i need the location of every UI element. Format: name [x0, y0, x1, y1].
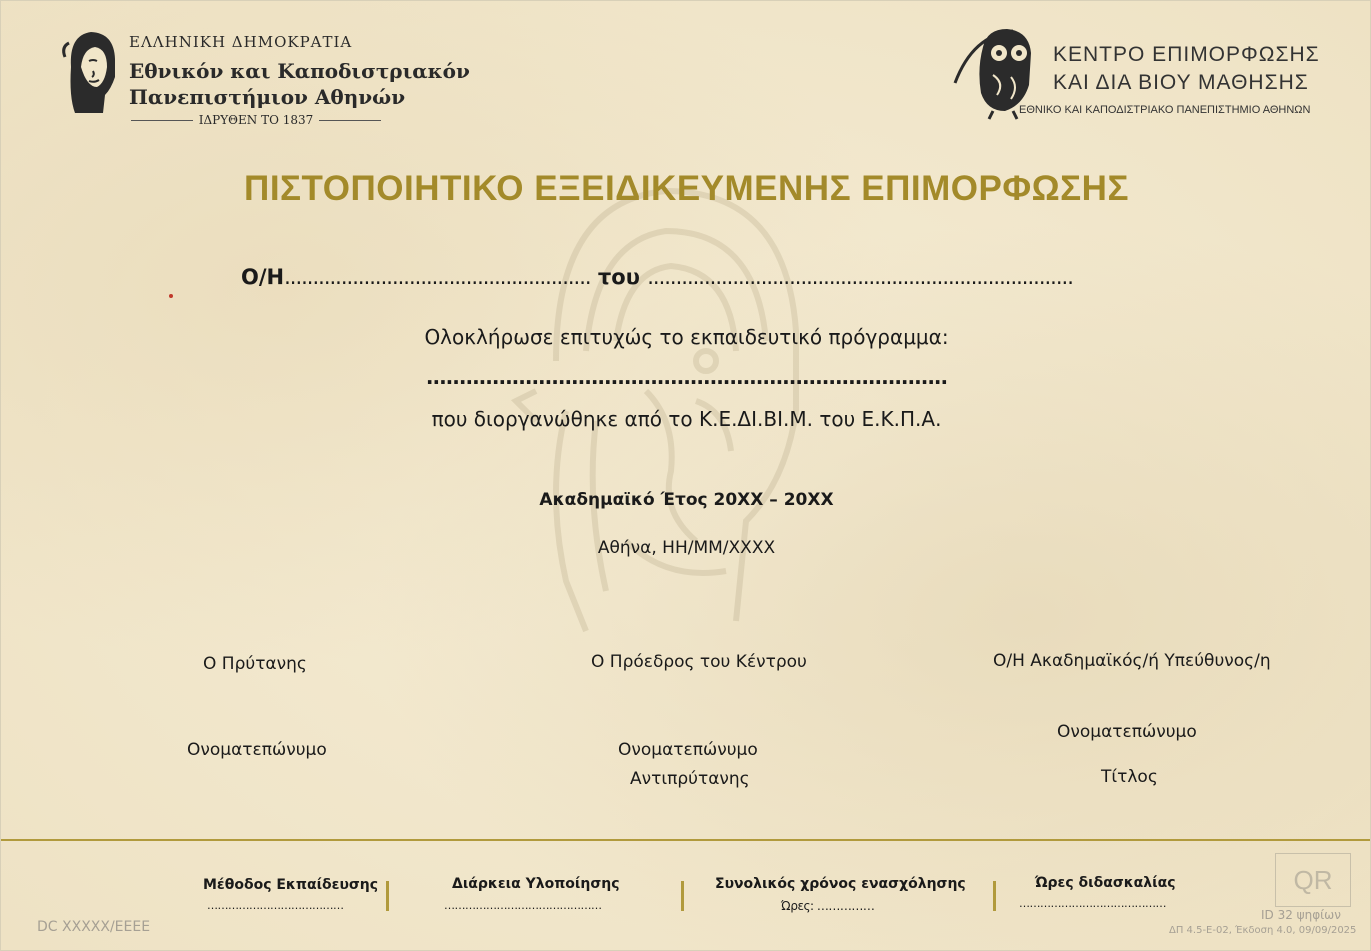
recipient-line	[241, 265, 1073, 289]
program-dots: ...............................................................................	[425, 365, 948, 389]
method-dots: …………………………………	[207, 899, 344, 912]
founded-label	[131, 113, 381, 127]
founded-right-rule	[319, 120, 381, 121]
rector-name: Ονοματεπώνυμο	[187, 740, 327, 760]
place-date: Αθήνα, ΗΗ/ΜΜ/ΧΧΧΧ	[597, 538, 776, 558]
hellenic-republic-label: ΕΛΛΗΝΙΚΗ ΔΗΜΟΚΡΑΤΙΑ	[129, 33, 353, 51]
total-hours: Ώρες: ……………	[781, 899, 875, 913]
teaching-hours-dots: ……………………………………	[1019, 897, 1166, 910]
president-title: Ο Πρόεδρος του Κέντρου	[591, 652, 807, 672]
teaching-hours-label: Ώρες διδασκαλίας	[1035, 875, 1176, 891]
university-name-line2: Πανεπιστήμιον Αθηνών	[129, 85, 406, 109]
duration-label: Διάρκεια Υλοποίησης	[452, 876, 620, 892]
athena-head-icon	[59, 27, 119, 117]
version-label: ΔΠ 4.5-Ε-02, Έκδοση 4.0, 09/09/2025	[1169, 925, 1357, 936]
completed-text: Ολοκλήρωσε επιτυχώς το εκπαιδευτικό πρόγραμμα:	[424, 325, 949, 349]
total-time-label: Συνολικός χρόνος ενασχόλησης	[715, 876, 966, 892]
organized-text: που διοργανώθηκε από το Κ.Ε.ΔΙ.ΒΙ.Μ. του Ε.Κ.Π.Α.	[431, 407, 942, 431]
id-label: ID 32 ψηφίων	[1261, 908, 1341, 922]
dc-code: DC XXXXX/EEEE	[37, 919, 151, 935]
recipient-name-dots: ......................................................	[284, 265, 591, 289]
red-mark	[169, 294, 173, 298]
certificate-title: ΠΙΣΤΟΠΟΙΗΤΙΚΟ ΕΞΕΙΔΙΚΕΥΜΕΝΗΣ ΕΠΙΜΟΡΦΩΣΗΣ	[244, 169, 1129, 208]
recipient-father-dots: ...........................................................................	[647, 265, 1073, 289]
academic-role: Τίτλος	[1101, 767, 1158, 787]
founded-text: ΙΔΡΥΘΕΝ ΤΟ 1837	[198, 113, 314, 127]
recipient-of: του	[590, 265, 648, 289]
recipient-prefix: Ο/Η	[241, 265, 285, 289]
president-name: Ονοματεπώνυμο	[618, 740, 758, 760]
footer-divider	[1, 839, 1371, 841]
footer-separator-1	[386, 881, 389, 911]
university-name-line1: Εθνικόν και Καποδιστριακόν	[129, 59, 470, 83]
academic-year: Ακαδημαϊκό Έτος 20ΧΧ – 20ΧΧ	[539, 490, 834, 510]
academic-name: Ονοματεπώνυμο	[1057, 722, 1197, 742]
method-label: Μέθοδος Εκπαίδευσης	[203, 877, 379, 893]
footer-separator-2	[681, 881, 684, 911]
academic-title: Ο/Η Ακαδημαϊκός/ή Υπεύθυνος/η	[993, 651, 1271, 671]
duration-dots: ………………………………………	[444, 899, 602, 912]
footer-separator-3	[993, 881, 996, 911]
kedivim-name-line2: ΚΑΙ ΔΙΑ ΒΙΟΥ ΜΑΘΗΣΗΣ	[1053, 71, 1309, 94]
kedivim-university-label: ΕΘΝΙΚΟ ΚΑΙ ΚΑΠΟΔΙΣΤΡΙΑΚΟ ΠΑΝΕΠΙΣΤΗΜΙΟ ΑΘΗΝΩΝ	[1019, 104, 1311, 116]
president-role: Αντιπρύτανης	[630, 769, 750, 789]
founded-left-rule	[131, 120, 193, 121]
rector-title: Ο Πρύτανης	[203, 654, 307, 674]
athena-watermark-icon	[496, 161, 816, 641]
qr-code-placeholder: QR	[1275, 853, 1351, 907]
kedivim-name-line1: ΚΕΝΤΡΟ ΕΠΙΜΟΡΦΩΣΗΣ	[1053, 43, 1320, 66]
